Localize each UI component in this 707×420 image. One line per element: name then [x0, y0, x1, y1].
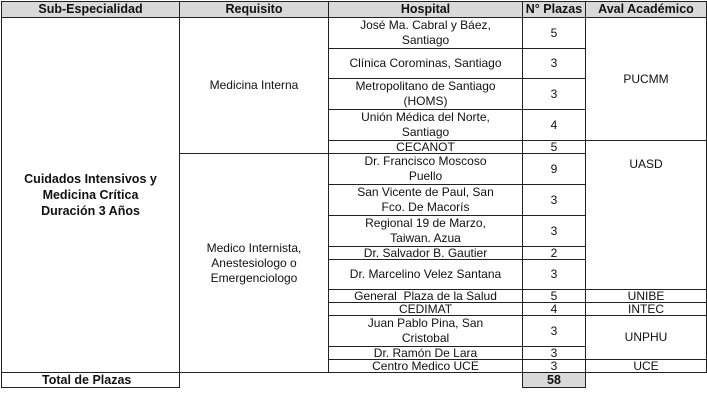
hospital-name: Clínica Corominas, Santiago — [349, 56, 502, 70]
hospital-name: Taiwan. Azua — [390, 231, 461, 245]
table-row — [2, 18, 707, 49]
hospital-name: CEDIMAT — [398, 302, 453, 316]
hospital-name: Santiago — [401, 125, 450, 139]
hospital-cell — [329, 303, 523, 316]
total-spacer — [586, 373, 707, 388]
plazas-cell: 2 — [523, 247, 586, 260]
hospital-name: Dr. Marcelino Velez Santana — [349, 267, 502, 281]
plazas-cell: 5 — [523, 290, 586, 303]
hospital-cell — [329, 290, 523, 303]
hospital-name: Metropolitano de Santiago — [355, 79, 496, 93]
requisito-label: Medico Internista, — [206, 240, 302, 255]
hospital-cell — [329, 141, 523, 154]
total-spacer — [180, 373, 329, 388]
plazas-cell: 3 — [523, 49, 586, 79]
hospital-name: General Plaza de la Salud — [354, 289, 497, 303]
total-spacer — [329, 373, 523, 388]
hospital-cell — [329, 347, 523, 360]
hospital-name: CECANOT — [396, 140, 455, 154]
hospital-cell — [329, 154, 523, 185]
hospital-cell — [329, 360, 523, 373]
hospital-cell — [329, 110, 523, 141]
hospital-name: José Ma. Cabral y Báez, — [360, 18, 491, 32]
hospital-name: San Vicente de Paul, San — [357, 185, 494, 199]
hospital-name: Dr. Salvador B. Gautier — [363, 246, 488, 260]
header-hospital: Hospital — [329, 2, 523, 18]
aval-cell-pucmm: PUCMM — [586, 18, 707, 141]
hospital-name: Dr. Ramón De Lara — [373, 346, 478, 360]
hospital-name: Fco. De Macorís — [381, 200, 470, 214]
plazas-cell: 5 — [523, 18, 586, 49]
hospital-cell — [329, 185, 523, 216]
sub-especialidad-line: Duración 3 Años — [41, 204, 140, 218]
requisito-label: Anestesiologo o — [211, 255, 297, 270]
requisito-cell-internista — [180, 154, 329, 373]
hospital-cell — [329, 79, 523, 110]
plazas-cell: 4 — [523, 303, 586, 316]
aval-cell-uasd — [586, 141, 707, 290]
plazas-table — [1, 1, 707, 388]
plazas-cell: 3 — [523, 360, 586, 373]
aval-cell-uce: UCE — [586, 360, 707, 373]
total-label: Total de Plazas — [2, 373, 180, 388]
aval-cell-unphu: UNPHU — [586, 316, 707, 360]
header-plazas: N° Plazas — [523, 2, 586, 18]
plazas-cell: 5 — [523, 141, 586, 154]
plazas-cell: 4 — [523, 110, 586, 141]
hospital-cell — [329, 216, 523, 247]
hospital-name: Unión Médica del Norte, — [361, 110, 490, 124]
hospital-cell — [329, 247, 523, 260]
hospital-cell — [329, 316, 523, 347]
plazas-cell: 3 — [523, 260, 586, 290]
header-requisito: Requisito — [180, 2, 329, 18]
plazas-cell: 3 — [523, 316, 586, 347]
plazas-cell: 3 — [523, 79, 586, 110]
sub-especialidad-line: Cuidados Intensivos y — [24, 172, 157, 186]
aval-label: UASD — [629, 157, 663, 171]
hospital-name: (HOMS) — [403, 94, 448, 108]
sub-especialidad-cell — [2, 18, 180, 373]
hospital-cell — [329, 18, 523, 49]
hospital-cell — [329, 260, 523, 290]
hospital-name: Santiago — [401, 33, 450, 47]
plazas-cell: 3 — [523, 216, 586, 247]
header-aval-academico: Aval Académico — [586, 2, 707, 18]
header-row — [2, 2, 707, 18]
sub-especialidad-line: Medicina Crítica — [42, 188, 139, 202]
hospital-name: Puello — [408, 169, 443, 183]
requisito-label: Medicina Interna — [209, 78, 299, 92]
hospital-cell — [329, 49, 523, 79]
requisito-label: Emergenciologo — [210, 270, 298, 285]
hospital-name: Cristobal — [401, 331, 450, 345]
aval-cell-intec: INTEC — [586, 303, 707, 316]
total-value: 58 — [523, 373, 586, 388]
requisito-cell-medicina-interna — [180, 18, 329, 154]
aval-cell-unibe: UNIBE — [586, 290, 707, 303]
hospital-name: Dr. Francisco Moscoso — [364, 154, 487, 168]
total-row — [2, 373, 707, 388]
plazas-cell: 3 — [523, 185, 586, 216]
hospital-name: Regional 19 de Marzo, — [365, 216, 486, 230]
hospital-name: Juan Pablo Pina, San — [367, 316, 484, 330]
plazas-cell: 3 — [523, 347, 586, 360]
hospital-name: Centro Medico UCE — [372, 359, 479, 373]
header-sub-especialidad: Sub-Especialidad — [2, 2, 180, 18]
plazas-cell: 9 — [523, 154, 586, 185]
